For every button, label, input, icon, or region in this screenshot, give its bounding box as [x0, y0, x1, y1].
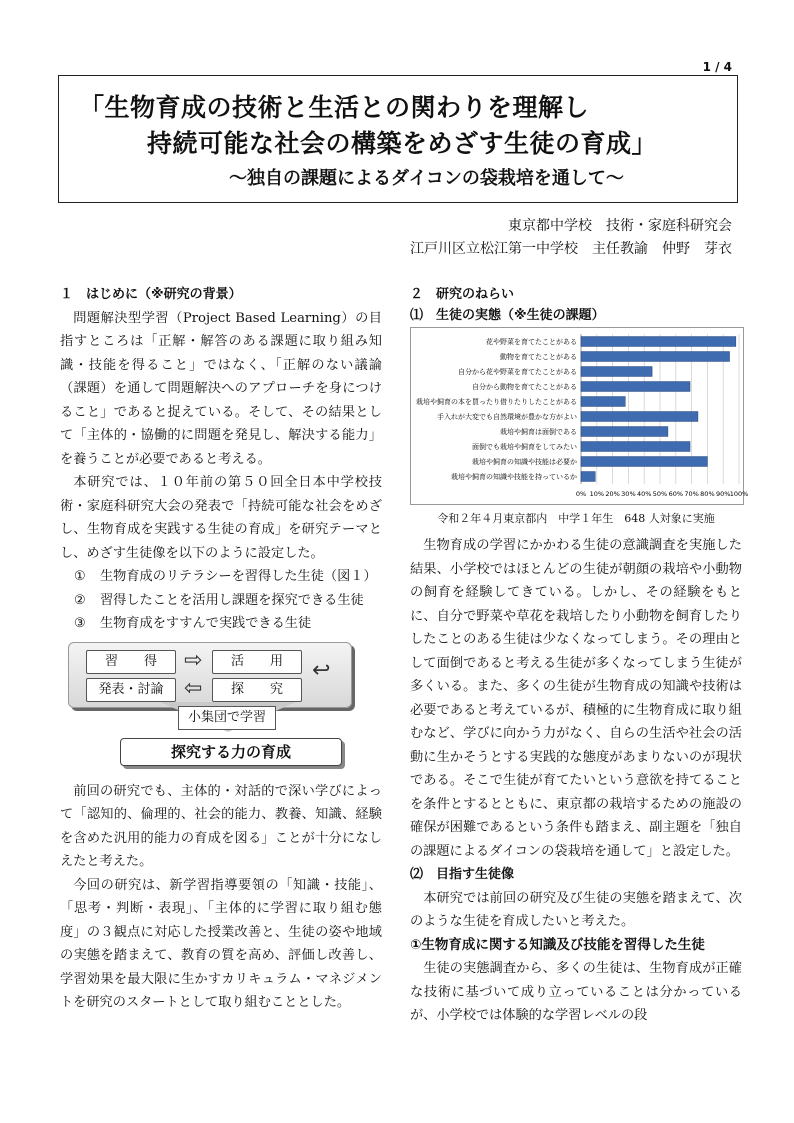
author-organization: 東京都中学校 技術・家庭科研究会: [508, 218, 732, 234]
diagram-result: 探究する力の育成: [120, 738, 342, 766]
bar: [581, 456, 707, 466]
list-num: ③: [74, 616, 86, 631]
x-tick-label: 20%: [605, 489, 620, 498]
diagram-box-apply: 活 用: [212, 650, 302, 674]
section1-para4: 今回の研究は、新学習指導要領の「知識・技能」、「思考・判断・表現」、「主体的に学習に取り組む態度」の３観点に対応した授業改善と、生徒の姿や地域の実態を踏まえて、教育の質を高め、評価し改善し、学習効果を最大限に生かすカリキュラム・マネジメントを研究のスタートとして取り組むこととした。: [60, 877, 382, 1010]
section2-para3: 生徒の実態調査から、多くの生徒は、生物育成が正確な技術に基づいて成り立っていることは分かっているが、小学校では体験的な学習レベルの段: [410, 961, 742, 1023]
bar: [581, 441, 690, 451]
list-item: [60, 565, 382, 589]
page-number: 1 / 4: [702, 60, 732, 74]
bar: [581, 396, 625, 406]
chart-svg: [411, 328, 749, 504]
x-tick-label: 70%: [684, 489, 699, 498]
left-column: [60, 283, 382, 1015]
literacy-diagram: [60, 642, 382, 772]
left-arrow-icon: ⇦: [184, 675, 203, 701]
bar: [581, 411, 698, 421]
category-label: 栽培や飼育の知識や技能を持っているか: [451, 472, 577, 481]
x-tick-label: 100%: [729, 489, 749, 498]
x-tick-label: 30%: [621, 489, 636, 498]
turn-arrow-icon: ↩: [312, 657, 331, 683]
right-arrow-icon: ⇨: [184, 647, 203, 673]
category-label: 面倒でも栽培や飼育をしてみたい: [472, 442, 577, 451]
title-line-1: 「生物育成の技術と生活との関わりを理解し: [79, 93, 590, 122]
bar: [581, 351, 730, 361]
category-label: 自分から花や野菜を育てたことがある: [458, 367, 577, 376]
list-text: 生物育成をすすんで実践できる生徒: [100, 616, 312, 631]
diagram-box-acquire: 習 得: [86, 650, 176, 674]
diagram-box-explore: 探 究: [212, 678, 302, 702]
list-text: 生物育成のリテラシーを習得した生徒（図１）: [100, 569, 377, 584]
x-tick-label: 80%: [700, 489, 715, 498]
category-label: 花や野菜を育てたことがある: [486, 337, 577, 346]
x-tick-label: 60%: [668, 489, 684, 498]
author-name: 江戸川区立松江第一中学校 主任教諭 仲野 芽衣: [410, 241, 732, 257]
category-label: 栽培や飼育の本を買ったり借りたりしたことがある: [416, 397, 577, 406]
subsection-2-heading: ⑵ 目指す生徒像: [410, 867, 515, 882]
list-num: ②: [74, 592, 86, 608]
list-item: [60, 612, 382, 636]
bar: [581, 366, 652, 376]
bar: [581, 471, 595, 481]
x-tick-label: 40%: [636, 489, 652, 498]
list-item: [60, 589, 382, 613]
section2-para1: 生物育成の学習にかかわる生徒の意識調査を実施した結果、小学校ではほとんどの生徒が朝顔の栽培や小動物の飼育を経験してきている。しかし、その経験をもとに、自分で野菜や草花を栽培したり小動物を飼育したりしたことのある生徒は少なくなってしまう。その理由として面倒であると考える生徒が多くなってしまう生徒が多くいる。また、多くの生徒が生物育成の知識や技術は必要であると考えているが、積極的に生物育成に取り組むなど、学びに向かう力がなく、自らの生活や社会の活動に生かそうとする実践的な態度があまりないのが現状である。そこで生徒が育てたいという意欲を持てることを条件とするとともに、東京都の栽培するための施設の確保が困難であるという条件も踏まえ、副主題を「独自の課題によるダイコンの袋栽培を通して」と設定した。: [410, 538, 742, 859]
section1-para3: 前回の研究でも、主体的・対話的で深い学びによって「認知的、倫理的、社会的能力、教養、知識、経験を含めた汎用的能力の育成を図る」ことが十分になしえたと考えた。: [60, 783, 382, 869]
diagram-group-label: 小集団で学習: [178, 706, 276, 730]
x-tick-label: 90%: [715, 489, 731, 498]
right-column: [410, 283, 749, 1028]
list-num: ①: [74, 569, 86, 584]
bar: [581, 426, 668, 436]
category-label: 栽培や飼育の知識や技能は必要か: [472, 457, 577, 466]
x-tick-label: 0%: [575, 489, 587, 498]
section1-para1: 問題解決型学習（Project Based Learning）の目指すところは「正解・解答のある課題に取り組み知識・技能を得ること」ではなく、「正解のない議論（課題）を通して問題解決へのアプローチを身につけること」であると捉えている。そして、その結果として「主体的・協働的に問題を発見し、解決する能力」を養うことが必要であると考える。: [60, 310, 382, 467]
subsection-1-heading: ⑴ 生徒の実態（※生徒の課題）: [410, 307, 605, 323]
category-label: 動物を育てたことがある: [500, 352, 577, 361]
x-tick-label: 50%: [652, 489, 668, 498]
section1-para2: 本研究では、１０年前の第５０回全日本中学校技術・家庭科研究大会の発表で「持続可能な社会をめざし、生物育成を実践する生徒の育成」を研究テーマとし、めざす生徒像を以下のように設定した。: [60, 475, 382, 561]
title-box: [58, 75, 738, 203]
subsection-3-heading: ①生物育成に関する知識及び技能を習得した生徒: [410, 936, 705, 953]
chart-caption: 令和２年４月東京都内 中学１年生 648 人対象に実施: [437, 511, 715, 525]
section1-heading: １ はじめに（※研究の背景）: [60, 287, 242, 302]
category-label: 手入れが大変でも自然環境が豊かな方がよい: [437, 412, 577, 421]
category-label: 栽培や飼育は面倒である: [500, 427, 577, 436]
title-line-2: 持続可能な社会の構築をめざす生徒の育成」: [147, 129, 658, 158]
list-text: 習得したことを活用し課題を探究できる生徒: [100, 592, 364, 608]
subtitle: ～独自の課題によるダイコンの袋栽培を通して～: [229, 168, 624, 189]
bar: [581, 381, 690, 391]
diagram-box-present: 発表・討論: [86, 678, 176, 702]
x-tick-label: 10%: [589, 489, 605, 498]
category-label: 自分から動物を育てたことがある: [472, 382, 577, 391]
survey-chart: [410, 327, 749, 505]
section2-heading: ２ 研究のねらい: [410, 287, 515, 302]
section2-para2: 本研究では前回の研究及び生徒の実態を踏まえて、次のような生徒を育成したいと考えた。: [410, 890, 742, 929]
bar: [581, 336, 736, 346]
